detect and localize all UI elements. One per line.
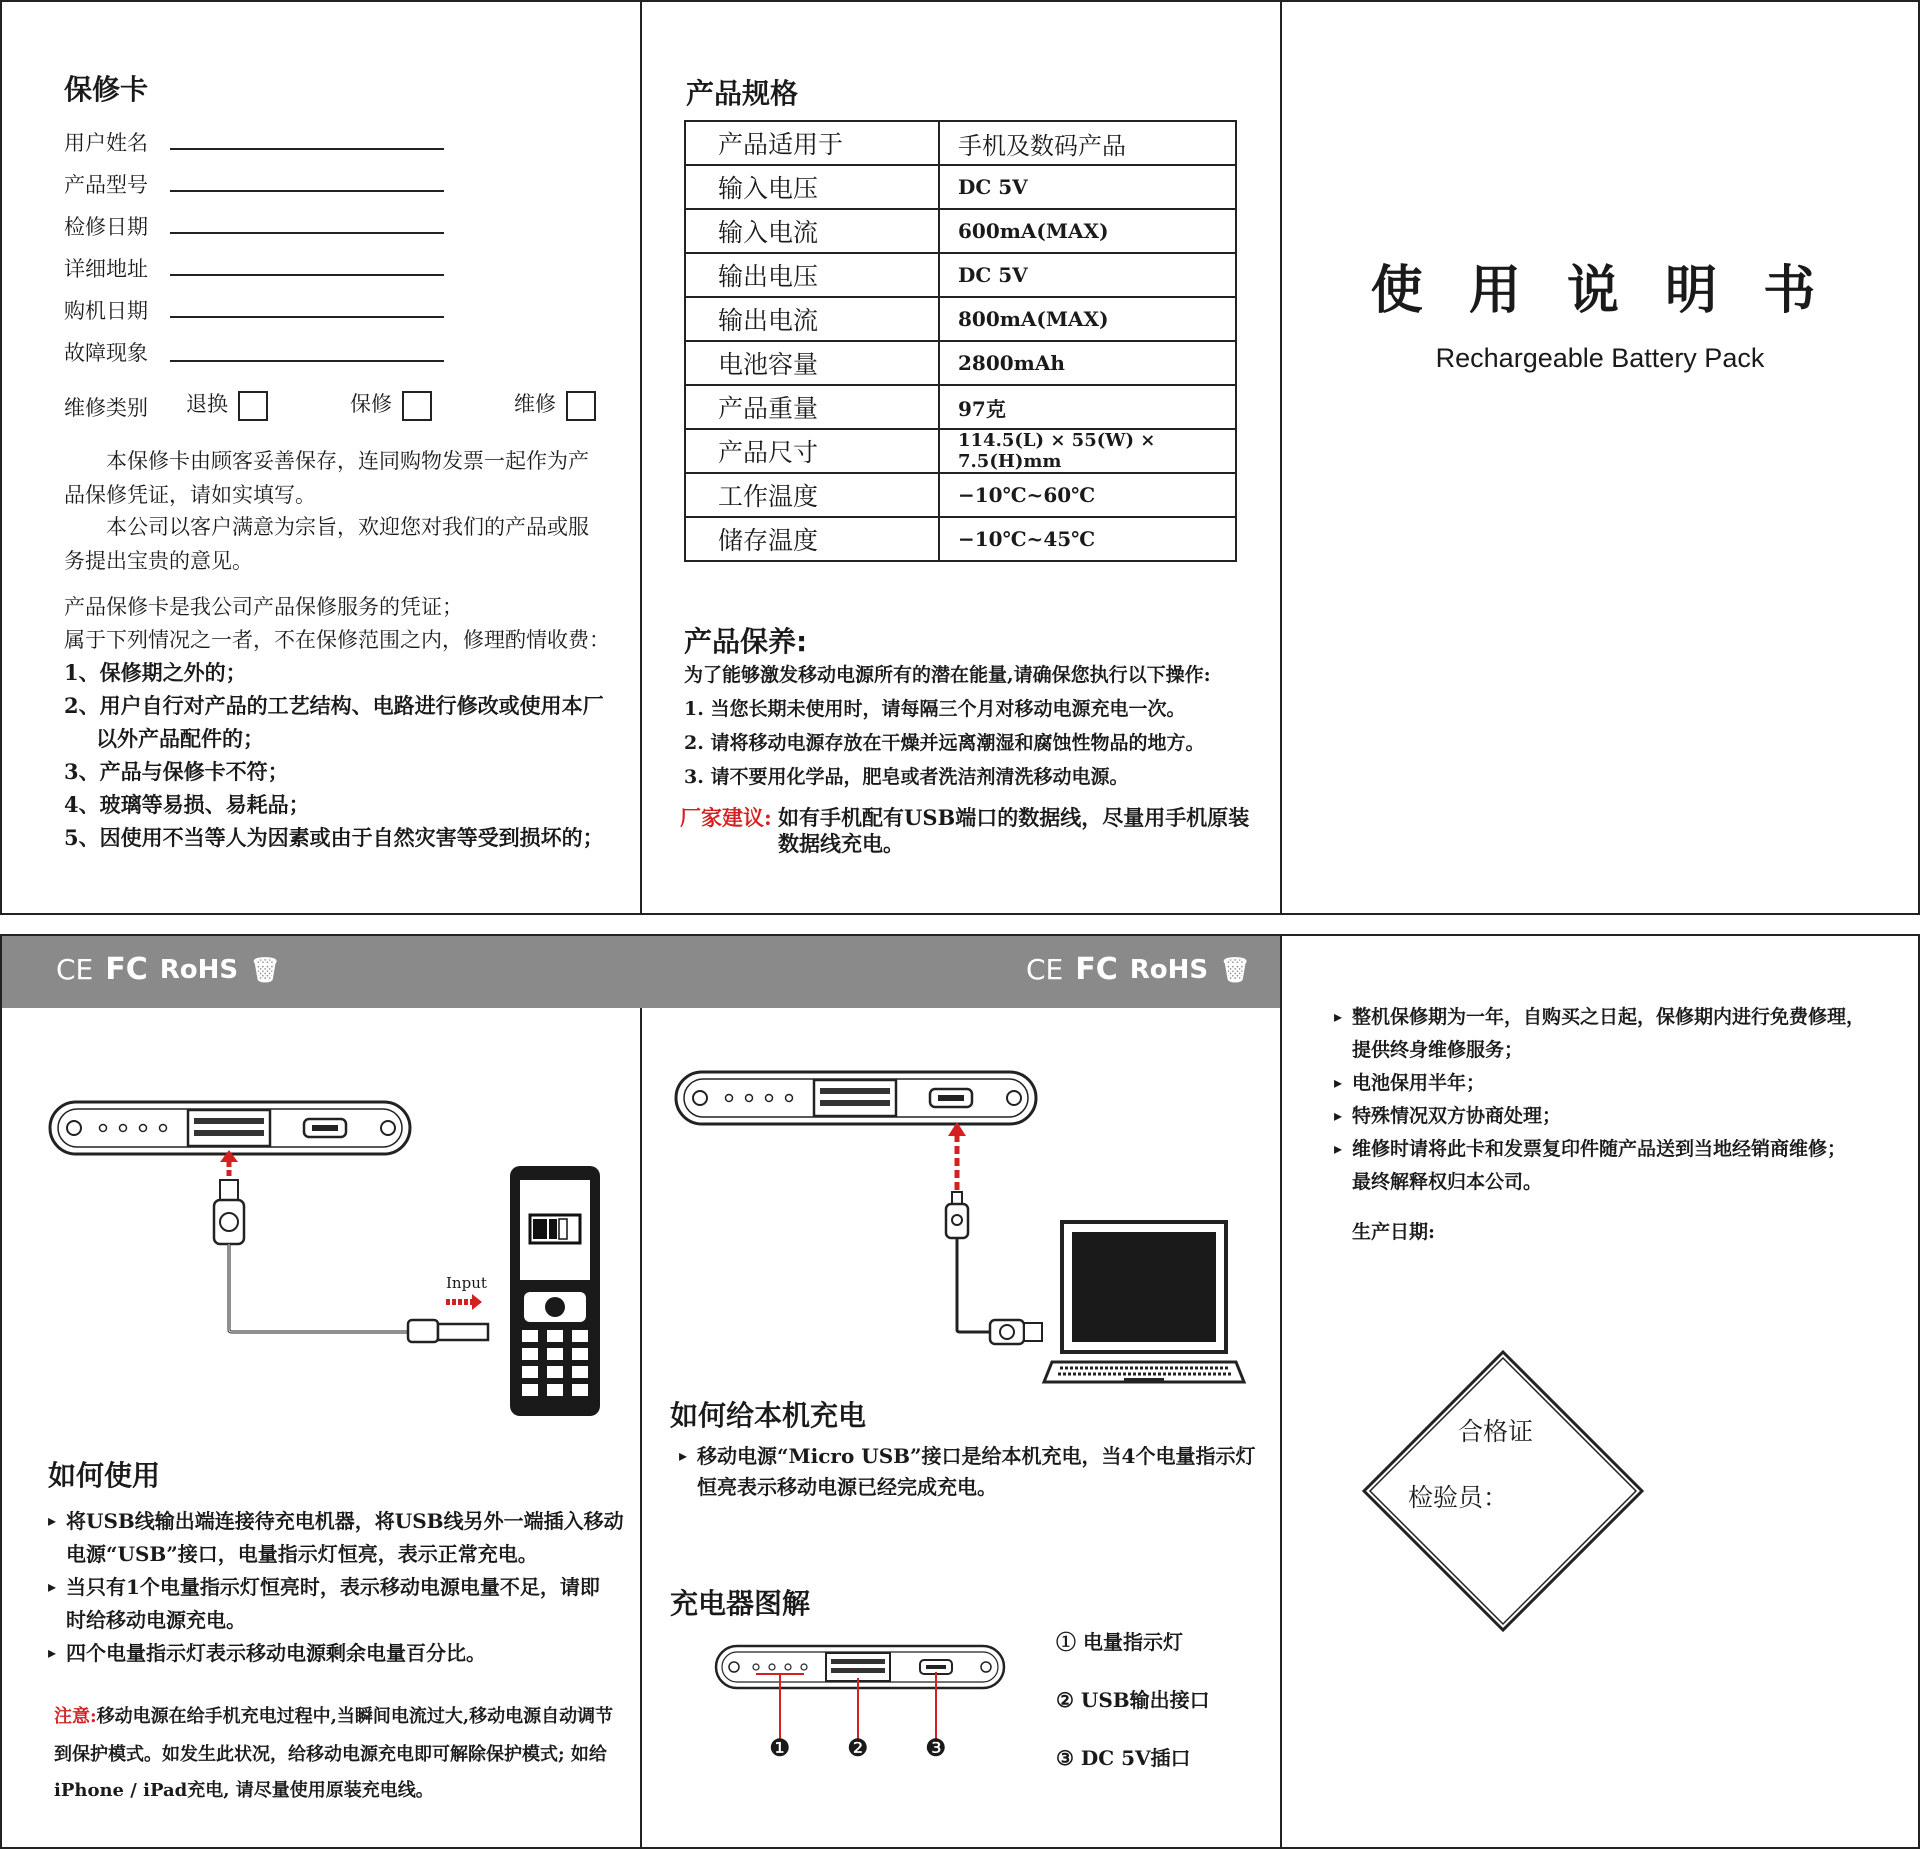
field-label-name: 用户姓名 <box>64 131 148 155</box>
spec-row <box>685 121 1236 165</box>
condition-item: 4、玻璃等易损、易耗品； <box>64 792 310 817</box>
spec-value: −10℃~60℃ <box>939 473 1236 517</box>
spec-row <box>685 385 1236 429</box>
weee-bin-icon: 🗑 <box>250 955 281 984</box>
spec-value: 114.5(L) × 55(W) × 7.5(H)mm <box>939 429 1236 473</box>
condition-item: 1、保修期之外的； <box>64 660 247 685</box>
term-item: ▸ 电池保用半年； <box>1352 1066 1485 1100</box>
condition-item: 以外产品配件的； <box>96 726 264 751</box>
note-line: 到保护模式。如发生此状况，给移动电源充电即可解除保护模式; 如给 <box>54 1744 607 1765</box>
spec-key: 工作温度 <box>685 473 939 517</box>
field-line-purchase-date[interactable] <box>170 316 444 318</box>
fc-mark: FC <box>105 952 148 987</box>
spec-value: 600mA(MAX) <box>939 209 1236 253</box>
conditions-intro-2: 属于下列情况之一者，不在保修范围之内，修理酌情收费： <box>64 628 610 652</box>
term-item: ▸ 维修时请将此卡和发票复印件随产品送到当地经销商维修； <box>1352 1132 1846 1166</box>
cert-logos-right <box>1026 952 1251 987</box>
spec-value: −10℃~45℃ <box>939 517 1236 561</box>
spec-row <box>685 297 1236 341</box>
cert-logos-left <box>56 952 281 987</box>
spec-value: 800mA(MAX) <box>939 297 1236 341</box>
input-label: Input <box>446 1274 487 1292</box>
diagram-title: 充电器图解 <box>670 1587 811 1620</box>
legend-item: ① 电量指示灯 <box>1056 1630 1183 1654</box>
usage-item: 电源“USB”接口，电量指示灯恒亮，表示正常充电。 <box>66 1542 538 1566</box>
advice-label: 厂家建议: <box>680 805 772 830</box>
repair-option-warranty[interactable] <box>350 388 432 421</box>
legend-item: ③ DC 5V插口 <box>1056 1746 1191 1770</box>
field-line-model[interactable] <box>170 190 444 192</box>
spec-value: 97克 <box>939 385 1236 429</box>
usage-title: 如何使用 <box>48 1459 161 1492</box>
checkbox[interactable] <box>566 391 596 421</box>
checkbox[interactable] <box>238 391 268 421</box>
ce-mark: CE <box>56 953 94 986</box>
conditions-intro-1: 产品保修卡是我公司产品保修服务的凭证； <box>64 595 463 619</box>
warranty-para-1: 本保修卡由顾客妥善保存，连同购物发票一起作为产品保修凭证，请如实填写。 <box>64 449 589 507</box>
field-line-address[interactable] <box>170 274 444 276</box>
charge-illustration <box>640 1010 1280 1390</box>
charge-line-1: ▸ 移动电源“Micro USB”接口是给本机充电，当4个电量指示灯 <box>697 1439 1255 1473</box>
spec-row <box>685 429 1236 473</box>
usage-item: ▸ 将USB线输出端连接待充电机器，将USB线另外一端插入移动 <box>66 1504 624 1538</box>
checkbox[interactable] <box>402 391 432 421</box>
charge-line-2: 恒亮表示移动电源已经完成充电。 <box>697 1475 997 1499</box>
spec-key: 输入电流 <box>685 209 939 253</box>
power-bank-icon <box>676 1072 1036 1124</box>
term-item: 最终解释权归本公司。 <box>1352 1171 1543 1193</box>
usage-item: ▸ 四个电量指示灯表示移动电源剩余电量百分比。 <box>66 1636 486 1670</box>
note-line: iPhone / iPad充电, 请尽量使用原装充电线。 <box>54 1780 434 1801</box>
spec-key: 产品尺寸 <box>685 429 939 473</box>
field-label-address: 详细地址 <box>64 257 148 281</box>
usb-cable-icon <box>214 1180 488 1342</box>
condition-item: 3、产品与保修卡不符； <box>64 759 289 784</box>
spec-value: 2800mAh <box>939 341 1236 385</box>
field-label-purchase-date: 购机日期 <box>64 299 148 323</box>
option-label: 保修 <box>350 392 392 416</box>
field-label-fault: 故障现象 <box>64 341 148 365</box>
care-item: 2. 请将移动电源存放在干燥并远离潮湿和腐蚀性物品的地方。 <box>684 732 1205 754</box>
spec-key: 电池容量 <box>685 341 939 385</box>
spec-row <box>685 165 1236 209</box>
production-date-label: 生产日期: <box>1352 1221 1436 1243</box>
warranty-para-2: 本公司以客户满意为宗旨，欢迎您对我们的产品或服务提出宝贵的意见。 <box>64 515 589 573</box>
spec-key: 输出电压 <box>685 253 939 297</box>
spec-key: 储存温度 <box>685 517 939 561</box>
spec-row <box>685 253 1236 297</box>
usage-illustration <box>0 1010 640 1430</box>
spec-value: 手机及数码产品 <box>939 121 1236 165</box>
cover-subtitle: Rechargeable Battery Pack <box>1435 343 1765 373</box>
spec-row <box>685 209 1236 253</box>
term-item: ▸ 特殊情况双方协商处理； <box>1352 1099 1561 1133</box>
inspector-label: 检验员： <box>1408 1484 1509 1512</box>
charge-title: 如何给本机充电 <box>670 1399 867 1432</box>
cert-title: 合格证 <box>1458 1418 1534 1446</box>
legend-item: ② USB输出接口 <box>1056 1688 1210 1712</box>
spec-key: 输出电流 <box>685 297 939 341</box>
advice-line-2: 数据线充电。 <box>778 831 904 856</box>
field-label-model: 产品型号 <box>64 173 148 197</box>
spec-table <box>684 120 1237 562</box>
callout-2: ❷ <box>847 1734 869 1762</box>
option-label: 维修 <box>514 392 556 416</box>
spec-key: 输入电压 <box>685 165 939 209</box>
cover-title: 使 用 说 明 书 <box>1370 260 1830 321</box>
usage-item: ▸ 当只有1个电量指示灯恒亮时，表示移动电源电量不足，请即 <box>66 1570 600 1604</box>
term-item: 提供终身维修服务； <box>1352 1039 1524 1061</box>
term-item: ▸ 整机保修期为一年，自购买之日起，保修期内进行免费修理， <box>1352 1000 1865 1034</box>
spec-row <box>685 473 1236 517</box>
power-bank-icon <box>50 1102 410 1154</box>
warranty-panel <box>0 0 642 915</box>
specs-title: 产品规格 <box>686 77 799 110</box>
callout-3: ❸ <box>925 1734 947 1762</box>
spec-key: 产品重量 <box>685 385 939 429</box>
note-line: 移动电源在给手机充电过程中,当瞬间电流过大,移动电源自动调节 <box>96 1706 614 1727</box>
cover-panel <box>1280 0 1920 915</box>
condition-item: 2、用户自行对产品的工艺结构、电路进行修改或使用本厂 <box>64 693 604 718</box>
usage-item: 时给移动电源充电。 <box>66 1608 246 1632</box>
weee-bin-icon: 🗑 <box>1220 955 1251 984</box>
warranty-title: 保修卡 <box>64 73 149 106</box>
rohs-mark: RoHS <box>1129 954 1209 985</box>
micro-usb-cable-icon <box>946 1192 1042 1344</box>
spec-row <box>685 341 1236 385</box>
callout-1: ❶ <box>769 1734 791 1762</box>
repair-option-repair[interactable] <box>514 388 596 421</box>
mobile-phone-icon <box>510 1166 600 1416</box>
repair-type-label: 维修类别 <box>64 396 148 420</box>
laptop-icon <box>1044 1222 1244 1382</box>
option-label: 退换 <box>186 392 228 416</box>
field-label-repair-date: 检修日期 <box>64 215 148 239</box>
field-line-repair-date[interactable] <box>170 232 444 234</box>
field-line-fault[interactable] <box>170 360 444 362</box>
spec-value: DC 5V <box>939 165 1236 209</box>
rohs-mark: RoHS <box>159 954 239 985</box>
care-intro: 为了能够激发移动电源所有的潜在能量,请确保您执行以下操作: <box>684 664 1211 686</box>
advice-line-1: 如有手机配有USB端口的数据线，尽量用手机原装 <box>778 805 1250 830</box>
care-item: 3. 请不要用化学品，肥皂或者洗洁剂清洗移动电源。 <box>684 766 1129 788</box>
note-label: 注意: <box>54 1706 97 1727</box>
fc-mark: FC <box>1075 952 1118 987</box>
field-line-name[interactable] <box>170 148 444 150</box>
ce-mark: CE <box>1026 953 1064 986</box>
care-title: 产品保养: <box>684 625 808 658</box>
care-item: 1. 当您长期未使用时，请每隔三个月对移动电源充电一次。 <box>684 698 1186 720</box>
condition-item: 5、因使用不当等人为因素或由于自然灾害等受到损坏的； <box>64 825 604 850</box>
spec-row <box>685 517 1236 561</box>
spec-value: DC 5V <box>939 253 1236 297</box>
usage-note <box>54 1702 613 1728</box>
repair-option-exchange[interactable] <box>186 388 268 421</box>
spec-key: 产品适用于 <box>685 121 939 165</box>
